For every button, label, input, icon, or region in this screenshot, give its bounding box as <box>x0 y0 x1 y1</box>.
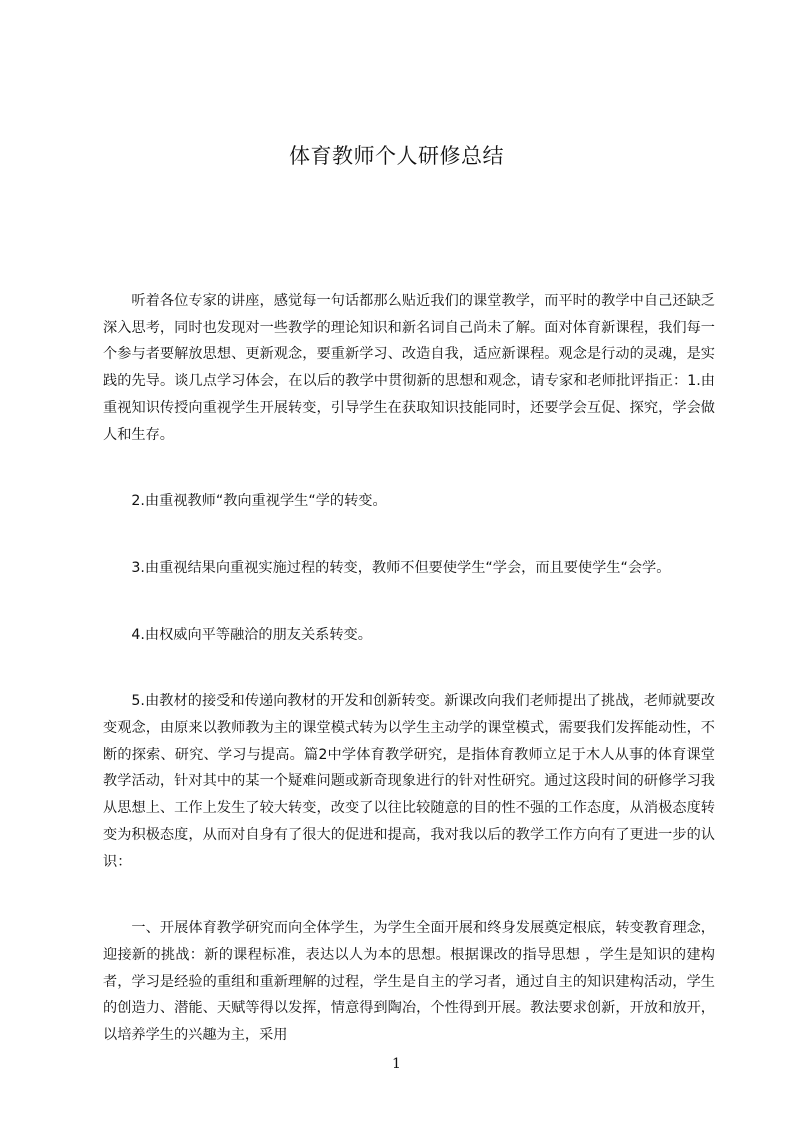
page-number: 1 <box>392 1056 401 1072</box>
paragraph-point-2: 2.由重视教师“教向重视学生“学的转变。 <box>131 493 387 510</box>
document-body <box>103 288 715 1089</box>
document-title: 体育教师个人研修总结 <box>289 144 504 168</box>
paragraph-intro: 听着各位专家的讲座，感觉每一句话都那么贴近我们的课堂教学，而平时的教学中自己还缺乏深入思考，同时也发现对一些教学的理论知识和新名词自己尚未了解。面对体育新课程，我们每一个参与者要解放思想、更新观念，要重新学习、改造自我，适应新课程。观念是行动的灵魂，是实践的先导。谈几点学习体会，在以后的教学中贯彻新的思想和观念，请专家和老师批评指正：1.由重视知识传授向重视学生开展转变，引导学生在获取知识技能同时，还要学会互促、探究，学会做人和生存。 <box>103 293 715 443</box>
paragraph-section-1: 一、开展体育教学研究而向全体学生，为学生全面开展和终身发展奠定根底，转变教育理念，迎接新的挑战：新的课程标准，表达以人为本的思想。根据课改的指导思想 ，学生是知识的建构者，学习是经验的重组和重新理解的过程，学生是自主的学习者，通过自主的知识建构活动，学生的创造力、潜能、天赋等得以发挥，情意得到陶冶，个性得到开展。教法要求创新，开放和放开，以培养学生的兴趣为主，采用 <box>103 920 715 1044</box>
paragraph-point-5: 5.由教材的接受和传递向教材的开发和创新转变。新课改向我们老师提出了挑战，老师就要改变观念，由原来以教师教为主的课堂模式转为以学生主动学的课堂模式，需要我们发挥能动性，不断的探索、研究、学习与提高。篇2中学体育教学研究，是指体育教师立足于木人从事的体育课堂教学活动，针对其中的某一个疑难问题或新奇现象进行的针对性研究。通过这段时间的研修学习我从思想上、工作上发生了较大转变，改变了以往比较随意的目的性不强的工作态度，从消极态度转变为积极态度，从而对自身有了很大的促进和提高，我对我以后的教学工作方向有了更进一步的认识： <box>103 693 715 870</box>
paragraph-point-3: 3.由重视结果向重视实施过程的转变，教师不但要使学生“学会，而且要使学生“会学。 <box>131 559 671 576</box>
paragraph-point-4: 4.由权威向平等融洽的朋友关系转变。 <box>131 626 372 643</box>
